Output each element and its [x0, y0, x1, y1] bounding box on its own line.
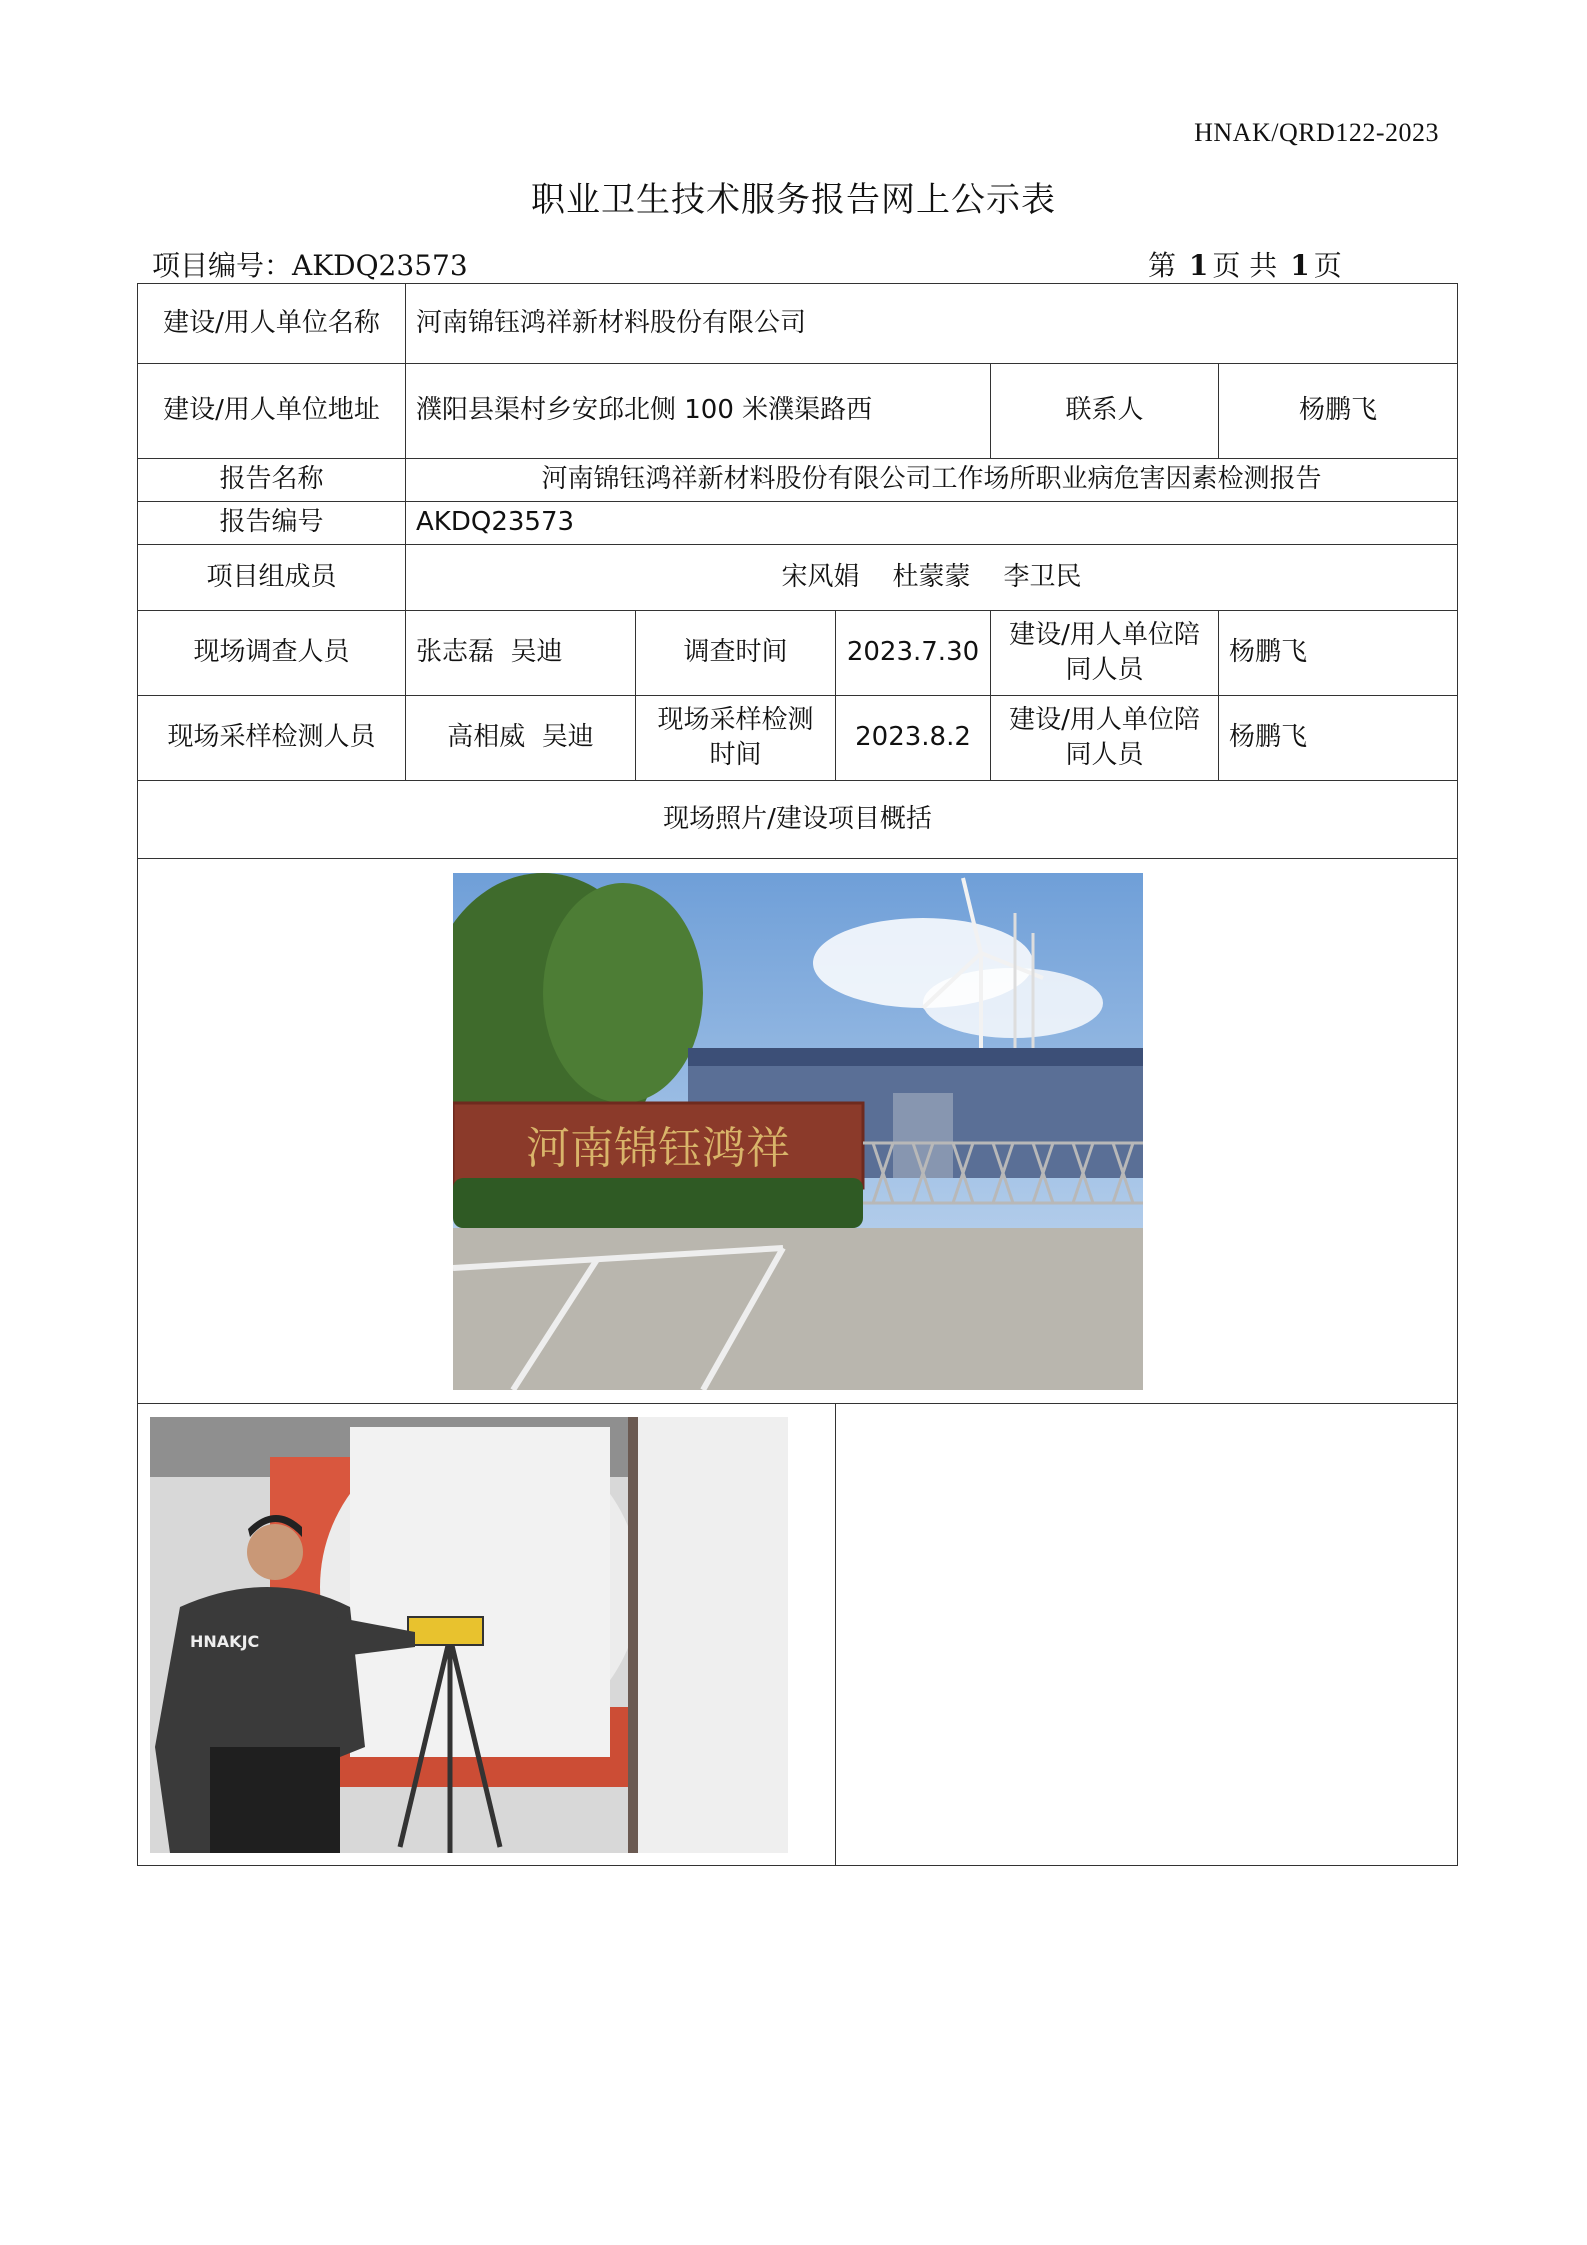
- page-prefix: 第: [1148, 249, 1177, 282]
- page-total: 1: [1290, 249, 1310, 282]
- unit-name-label: 建设/用人单位名称: [138, 284, 406, 364]
- photos-label: 现场照片/建设项目概括: [138, 781, 1458, 859]
- sampling-photo: [150, 1417, 788, 1853]
- escort-label: 建设/用人单位陪同人员: [991, 696, 1219, 781]
- table-row: [138, 1404, 1458, 1866]
- table-row: [138, 284, 1458, 364]
- sampling-staff-label: 现场采样检测人员: [138, 696, 406, 781]
- photo-cell-1: [138, 859, 1458, 1404]
- sampling-time-value: 2023.8.2: [836, 696, 991, 781]
- survey-time-label: 调查时间: [636, 611, 836, 696]
- ground: [453, 1228, 1143, 1390]
- escort-value: 杨鹏飞: [1219, 696, 1458, 781]
- sampling-time-label: 现场采样检测时间: [636, 696, 836, 781]
- report-name-label: 报告名称: [138, 459, 406, 502]
- table-row: [138, 545, 1458, 611]
- table-row: [138, 781, 1458, 859]
- empty-photo-cell: [836, 1404, 1458, 1866]
- photo-cell-2: [138, 1404, 836, 1866]
- sign-text: 河南锦钰鸿祥: [525, 1122, 790, 1174]
- hedge: [453, 1178, 863, 1228]
- report-table: [137, 283, 1458, 1866]
- escort-label: 建设/用人单位陪同人员: [991, 611, 1219, 696]
- page-title: 职业卫生技术服务报告网上公示表: [531, 180, 1056, 220]
- report-name-value: 河南锦钰鸿祥新材料股份有限公司工作场所职业病危害因素检测报告: [406, 459, 1458, 502]
- contact-label: 联系人: [991, 364, 1219, 459]
- project-number-label: 项目编号：: [152, 249, 293, 282]
- vest-text: HNAKJC: [190, 1631, 260, 1651]
- document-code: HNAK/QRD122-2023: [1194, 118, 1439, 147]
- survey-staff-value: 张志磊 吴迪: [406, 611, 636, 696]
- escort-value: 杨鹏飞: [1219, 611, 1458, 696]
- sampling-staff-value: 高相威 吴迪: [406, 696, 636, 781]
- table-row: [138, 459, 1458, 502]
- team-label: 项目组成员: [138, 545, 406, 611]
- wall-panel: [630, 1417, 788, 1853]
- project-number: [152, 244, 468, 284]
- table-row: [138, 364, 1458, 459]
- survey-staff-label: 现场调查人员: [138, 611, 406, 696]
- contact-value: 杨鹏飞: [1219, 364, 1458, 459]
- table-row: [138, 611, 1458, 696]
- page-mid: 页 共: [1212, 249, 1278, 282]
- survey-time-value: 2023.7.30: [836, 611, 991, 696]
- factory-gate-photo: [453, 873, 1143, 1390]
- team-value: 宋风娟 杜蒙蒙 李卫民: [406, 545, 1458, 611]
- report-number-value: AKDQ23573: [406, 502, 1458, 545]
- unit-address-value: 濮阳县渠村乡安邱北侧 100 米濮渠路西: [406, 364, 991, 459]
- project-number-value: AKDQ23573: [292, 249, 468, 282]
- table-row: [138, 859, 1458, 1404]
- page-suffix: 页: [1313, 249, 1342, 282]
- unit-address-label: 建设/用人单位地址: [138, 364, 406, 459]
- page-current: 1: [1188, 249, 1209, 282]
- unit-name-value: 河南锦钰鸿祥新材料股份有限公司: [406, 284, 1458, 364]
- table-row: [138, 502, 1458, 545]
- page-indicator: [1148, 244, 1342, 284]
- detector-instrument: [408, 1617, 483, 1645]
- report-number-label: 报告编号: [138, 502, 406, 545]
- table-row: [138, 696, 1458, 781]
